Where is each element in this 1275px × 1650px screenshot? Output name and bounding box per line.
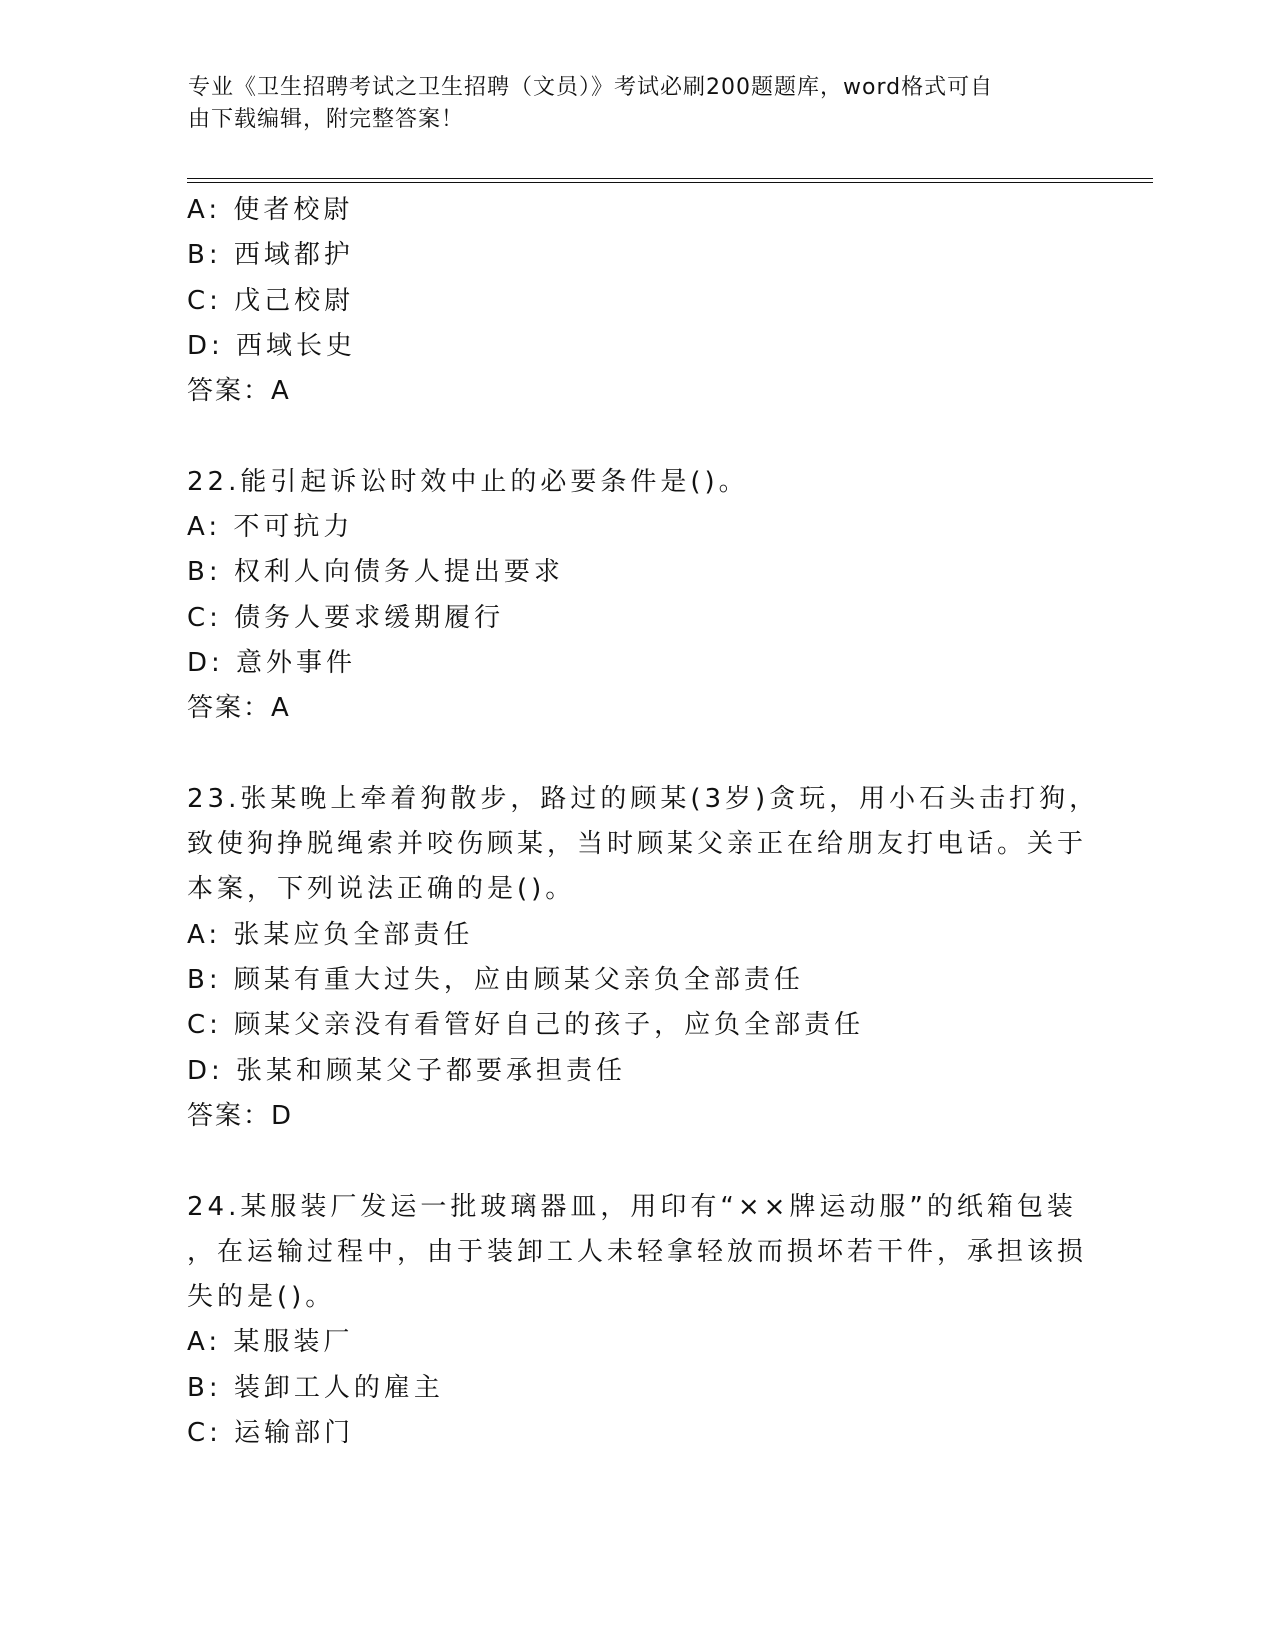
option-c: C: 债务人要求缓期履行 bbox=[187, 602, 505, 633]
question-stem-line-1: 23.张某晚上牵着狗散步，路过的顾某(3岁)贪玩，用小石头击打狗， bbox=[187, 783, 1100, 814]
spacer bbox=[187, 1139, 1087, 1184]
option-b: B: 西域都护 bbox=[187, 240, 354, 271]
option-d: D: 意外事件 bbox=[187, 647, 357, 678]
option-c: C: 顾某父亲没有看管好自己的孩子，应负全部责任 bbox=[187, 1010, 865, 1041]
question-22 bbox=[187, 460, 1087, 732]
option-d: D: 西域长史 bbox=[187, 330, 357, 361]
question-stem: 22.能引起诉讼时效中止的必要条件是()。 bbox=[187, 466, 749, 497]
header-rule-bottom bbox=[187, 182, 1153, 183]
option-b: B: 装卸工人的雇主 bbox=[187, 1372, 444, 1403]
question-block-continued bbox=[187, 188, 1087, 414]
spacer bbox=[187, 414, 1087, 459]
question-24 bbox=[187, 1185, 1087, 1457]
header-line-2: 由下载编辑，附完整答案！ bbox=[188, 107, 465, 132]
option-c: C: 戊己校尉 bbox=[187, 285, 355, 316]
option-a: A: 不可抗力 bbox=[187, 512, 354, 543]
document-header bbox=[188, 72, 1088, 136]
option-c: C: 运输部门 bbox=[187, 1418, 355, 1449]
question-stem-line-2: 致使狗挣脱绳索并咬伤顾某，当时顾某父亲正在给朋友打电话。关于 bbox=[187, 829, 1088, 860]
question-stem-line-3: 失的是()。 bbox=[187, 1282, 336, 1313]
spacer bbox=[187, 732, 1087, 777]
question-23 bbox=[187, 777, 1100, 1139]
answer-line: 答案：A bbox=[187, 376, 291, 407]
answer-line: 答案：D bbox=[187, 1100, 294, 1131]
question-stem-line-2: ，在运输过程中，由于装卸工人未轻拿轻放而损坏若干件，承担该损 bbox=[187, 1236, 1088, 1267]
question-content bbox=[187, 188, 1100, 1456]
option-a: A: 某服装厂 bbox=[187, 1327, 354, 1358]
option-a: A: 使者校尉 bbox=[187, 195, 354, 225]
answer-line: 答案：A bbox=[187, 693, 291, 724]
option-a: A: 张某应负全部责任 bbox=[187, 919, 474, 950]
option-b: B: 权利人向债务人提出要求 bbox=[187, 557, 564, 588]
question-stem-line-3: 本案，下列说法正确的是()。 bbox=[187, 874, 576, 905]
question-stem-line-1: 24.某服装厂发运一批玻璃器皿，用印有“××牌运动服”的纸箱包装 bbox=[187, 1191, 1077, 1222]
header-rule-top bbox=[187, 178, 1153, 179]
option-d: D: 张某和顾某父子都要承担责任 bbox=[187, 1055, 627, 1086]
option-b: B: 顾某有重大过失，应由顾某父亲负全部责任 bbox=[187, 965, 804, 996]
header-line-1: 专业《卫生招聘考试之卫生招聘（文员）》考试必刷200题题库，word格式可自 bbox=[188, 75, 994, 100]
